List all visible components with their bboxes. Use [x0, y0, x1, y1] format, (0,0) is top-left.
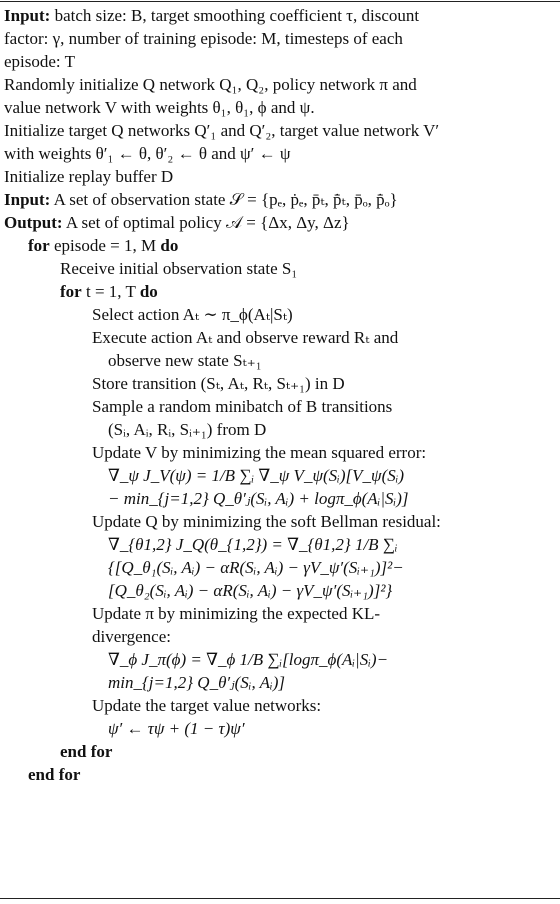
line-receive-state: Receive initial observation state S₁ — [60, 259, 298, 278]
line-update-pi-eq1: ∇_ϕ J_π(ϕ) = ∇_ϕ 1/B ∑ᵢ[logπ_ϕ(Aᵢ|Sᵢ)− — [108, 650, 389, 669]
line-init-2b: with weights θ′₁ ← θ, θ′₂ ← θ and ψ′ ← ψ — [4, 144, 291, 163]
line-update-q-eq2: {[Q_θ₁(Sᵢ, Aᵢ) − αR(Sᵢ, Aᵢ) − γV_ψ′(Sᵢ₊₁)]²− — [108, 558, 404, 577]
algorithm-block — [4, 4, 556, 786]
line-update-v: Update V by minimizing the mean squared error: — [92, 443, 427, 462]
line-init-3: Initialize replay buffer D — [4, 167, 174, 186]
line-update-v-eq1: ∇_ψ J_V(ψ) = 1/B ∑ᵢ ∇_ψ V_ψ(Sᵢ)[V_ψ(Sᵢ) — [108, 466, 405, 485]
line-for-timestep: for t = 1, T do — [60, 282, 158, 301]
line-update-target-eq: ψ′ ← τψ + (1 − τ)ψ′ — [108, 719, 245, 738]
line-output: Output: A set of optimal policy 𝒜 = {Δx, Δy, Δz} — [4, 213, 350, 232]
line-init-1: Randomly initialize Q network Q₁, Q₂, policy network π and — [4, 75, 417, 94]
line-update-target: Update the target value networks: — [92, 696, 322, 715]
line-execute-action: Execute action Aₜ and observe reward Rₜ and — [92, 328, 399, 347]
line-select-action: Select action Aₜ ∼ π_ϕ(Aₜ|Sₜ) — [92, 305, 293, 324]
line-update-v-eq2: − min_{j=1,2} Q_θ′ⱼ(Sᵢ, Aᵢ) + logπ_ϕ(Aᵢ|Sᵢ)] — [108, 489, 409, 508]
line-input-1b: factor: γ, number of training episode: M, timesteps of each — [4, 29, 403, 48]
line-update-pi-b: divergence: — [92, 627, 171, 646]
line-init-2: Initialize target Q networks Q′₁ and Q′₂, target value network V′ — [4, 121, 440, 140]
line-update-q-eq3: [Q_θ₂(Sᵢ, Aᵢ) − αR(Sᵢ, Aᵢ) − γV_ψ′(Sᵢ₊₁)]²} — [108, 581, 393, 600]
bottom-rule — [0, 898, 560, 899]
line-end-for-inner: end for — [60, 742, 113, 761]
line-init-1b: value network V with weights θ₁, θ₁, ϕ and ψ. — [4, 98, 315, 117]
line-input-1c: episode: T — [4, 52, 75, 71]
line-input-1: Input: batch size: B, target smoothing coefficient τ, discount — [4, 6, 420, 25]
line-for-episode: for episode = 1, M do — [28, 236, 179, 255]
line-store-transition: Store transition (Sₜ, Aₜ, Rₜ, Sₜ₊₁) in D — [92, 374, 345, 393]
line-update-pi: Update π by minimizing the expected KL- — [92, 604, 381, 623]
line-sample-minibatch: Sample a random minibatch of B transitions — [92, 397, 393, 416]
line-sample-minibatch-b: (Sᵢ, Aᵢ, Rᵢ, Sᵢ₊₁) from D — [108, 420, 267, 439]
line-observe-state: observe new state Sₜ₊₁ — [108, 351, 262, 370]
top-rule — [0, 1, 560, 2]
line-update-pi-eq2: min_{j=1,2} Q_θ′ⱼ(Sᵢ, Aᵢ)] — [108, 673, 286, 692]
line-input-2: Input: A set of observation state 𝒮 = {pₑ, ṗₑ, p̄ₜ, p̄̇ₜ, p̄ₒ, p̄̇ₒ} — [4, 190, 398, 209]
line-end-for-outer: end for — [28, 765, 81, 784]
line-update-q: Update Q by minimizing the soft Bellman residual: — [92, 512, 441, 531]
line-update-q-eq1: ∇_{θ1,2} J_Q(θ_{1,2}) = ∇_{θ1,2} 1/B ∑ᵢ — [108, 535, 398, 554]
